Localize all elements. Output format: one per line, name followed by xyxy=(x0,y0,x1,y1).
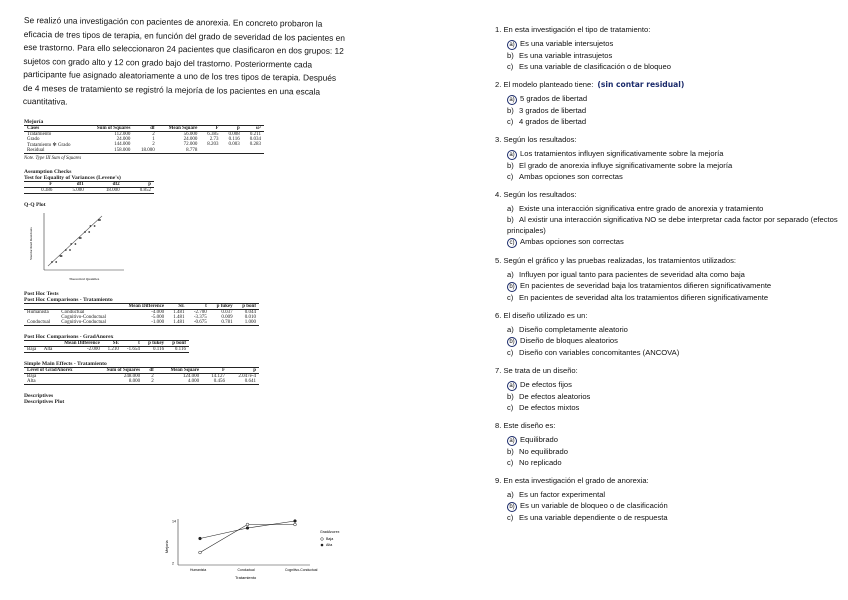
question-5 xyxy=(495,255,840,303)
option-text: Diseño con variables concomitantes (ANCOVA) xyxy=(519,348,680,357)
table-cell xyxy=(243,148,264,154)
selected-answer-marker: a) xyxy=(507,40,517,50)
desc-xtick: Conductual xyxy=(237,568,255,572)
answer-option[interactable] xyxy=(495,434,840,446)
table-header: Sum of Squares xyxy=(85,125,134,131)
table-header: ω² xyxy=(243,125,264,131)
table-cell: 24.000 xyxy=(116,136,131,142)
question-text xyxy=(495,475,840,486)
table-cell: Humanista xyxy=(27,309,49,315)
option-text: Los tratamientos influyen significativamente sobre la mejoría xyxy=(520,149,724,158)
table-cell: 24.000 xyxy=(183,136,198,142)
qq-point xyxy=(90,225,92,227)
table-cell: 0.037 xyxy=(221,309,233,315)
question-text xyxy=(495,255,840,266)
option-text: En pacientes de severidad alta los tratamientos difieren significativamente xyxy=(519,293,769,302)
option-text: Es una variable intersujetos xyxy=(520,39,614,48)
answer-option[interactable] xyxy=(495,489,840,500)
qq-plot xyxy=(24,208,144,283)
table-cell: 158.000 xyxy=(114,147,131,153)
table-header: F xyxy=(202,367,228,373)
selected-answer-marker: a) xyxy=(507,381,517,391)
table-header: df2 xyxy=(87,181,123,187)
table-row xyxy=(24,187,154,193)
desc-legend-baja: Baja xyxy=(326,537,334,541)
table-cell: -4.000 xyxy=(151,309,165,315)
answer-option[interactable] xyxy=(495,116,840,127)
table-row xyxy=(24,320,259,326)
posthoc2-table xyxy=(24,340,189,353)
qq-point xyxy=(61,255,63,257)
intro-line: eficacia de tres tipos de terapia, en función del grado de severidad de los pacientes en xyxy=(23,28,346,43)
answer-option[interactable] xyxy=(495,160,840,171)
option-letter: c) xyxy=(507,513,514,522)
option-text: Existe una interacción significativa entre grado de anorexia y tratamiento xyxy=(519,204,764,213)
table-cell: 2 xyxy=(151,373,154,379)
table-header: SE xyxy=(103,340,122,346)
table-header: Sum of Squares xyxy=(91,367,143,373)
table-cell xyxy=(200,148,221,154)
selected-answer-marker: c) xyxy=(507,238,517,248)
table-header: p xyxy=(123,181,154,187)
table-cell: 0.283 xyxy=(249,142,261,147)
table-cell: 0.116 xyxy=(228,136,240,142)
question-label: 5. Según el gráfico y las pruebas realizadas, los tratamientos utilizados: xyxy=(495,256,737,265)
option-text: Es un variable de bloqueo o de clasificación xyxy=(520,501,668,510)
desc-xtick: Cognitivo-Conductual xyxy=(285,568,318,572)
option-text: Equilibrado xyxy=(520,435,558,444)
left-column xyxy=(24,14,364,405)
qq-point xyxy=(94,225,96,227)
table-cell: 2.73 xyxy=(209,136,219,142)
table-cell: 0.034 xyxy=(249,136,261,142)
table-cell: 0.641 xyxy=(244,378,256,384)
table-cell: 18.000 xyxy=(140,147,155,153)
option-text: Diseño de bloques aleatorios xyxy=(520,336,618,345)
table-header: F xyxy=(200,125,221,131)
question-9 xyxy=(495,475,840,523)
table-header: Mean Square xyxy=(158,125,201,131)
question-text xyxy=(495,79,840,90)
table-cell: 18.000 xyxy=(105,187,120,193)
selected-answer-marker: b) xyxy=(507,337,517,347)
option-text: En pacientes de severidad baja los tratamientos difieren significativamente xyxy=(520,281,772,290)
option-text: De efectos mixtos xyxy=(519,403,580,412)
option-text: Influyen por igual tanto para pacientes de severidad alta como baja xyxy=(519,270,745,279)
answer-option[interactable] xyxy=(495,457,840,468)
table-cell: -0.675 xyxy=(193,319,207,325)
option-text: 3 grados de libertad xyxy=(519,106,587,115)
table-cell: Conductual xyxy=(61,309,85,315)
desc-legend-alta: Alta xyxy=(326,543,333,547)
handwritten-note: (sin contar residual) xyxy=(597,80,685,89)
option-letter: b) xyxy=(507,161,514,170)
answer-option[interactable] xyxy=(495,379,840,391)
table-cell: 0.386 xyxy=(41,187,53,193)
desc-xtick: Humanista xyxy=(190,568,207,572)
question-text xyxy=(495,365,840,376)
table-cell: 1.210 xyxy=(107,346,119,352)
question-text xyxy=(495,24,840,35)
table-cell: 112.000 xyxy=(114,131,131,137)
table-cell: -1.000 xyxy=(151,319,165,325)
table-header: p tukey xyxy=(210,303,236,309)
desc-point-alta xyxy=(294,520,297,523)
anova-note: Note. Type III Sum of Squares xyxy=(24,155,82,161)
intro-text xyxy=(23,14,364,113)
qq-point xyxy=(55,261,57,263)
question-label: 4. Según los resultados: xyxy=(495,190,577,199)
table-header: Mean Difference xyxy=(57,340,103,346)
option-letter: c) xyxy=(507,172,514,181)
table-cell: 0.211 xyxy=(249,131,261,137)
option-letter: a) xyxy=(507,325,514,334)
table-header: Mean Square xyxy=(157,367,202,373)
answer-option[interactable] xyxy=(495,214,840,236)
option-letter: a) xyxy=(507,270,514,279)
table-cell: 56.000 xyxy=(183,131,198,137)
table-cell: 0.116 xyxy=(174,346,186,352)
table-cell: 144.000 xyxy=(114,142,131,147)
desc-ytick: 14 xyxy=(172,519,176,524)
descriptives-chart xyxy=(160,515,360,585)
table-row xyxy=(24,148,264,154)
table-header: Level of GradAnorex xyxy=(24,367,91,373)
posthoc-table xyxy=(24,303,259,326)
answer-option[interactable] xyxy=(495,335,840,347)
table-cell: -3.375 xyxy=(193,314,207,320)
option-letter: b) xyxy=(507,392,514,401)
answer-option[interactable] xyxy=(495,500,840,512)
table-cell: 1 xyxy=(152,136,155,142)
option-letter: c) xyxy=(507,117,514,126)
answer-option[interactable] xyxy=(495,171,840,182)
qq-point xyxy=(84,231,86,233)
answer-option[interactable] xyxy=(495,38,840,50)
question-1 xyxy=(495,24,840,72)
question-label: 6. El diseño utilizado es un: xyxy=(495,311,588,320)
table-header: SE xyxy=(167,303,187,309)
qq-xlabel: Theoretical Quantiles xyxy=(69,276,100,281)
desc-point-baja xyxy=(199,551,202,554)
option-text: Es una variable dependiente o de respuesta xyxy=(519,513,668,522)
desc-legend-title: GradAnorex xyxy=(320,530,340,534)
desc-legend-baja-marker xyxy=(321,538,324,541)
qq-title: Q-Q Plot xyxy=(24,201,46,208)
option-text: Es una variable intrasujetos xyxy=(519,51,613,60)
answer-option[interactable] xyxy=(495,203,840,214)
option-letter: c) xyxy=(507,458,514,467)
option-text: 5 grados de libertad xyxy=(520,94,588,103)
option-letter: b) xyxy=(507,447,514,456)
table-cell: 1.481 xyxy=(173,309,185,315)
option-letter: c) xyxy=(507,348,514,357)
answer-option[interactable] xyxy=(495,292,840,303)
simple-table xyxy=(24,367,259,385)
option-letter: b) xyxy=(507,51,514,60)
option-text: Ambas opciones son correctas xyxy=(520,237,624,246)
table-cell: -2.000 xyxy=(86,346,100,352)
answer-option[interactable] xyxy=(495,402,840,413)
answer-option[interactable] xyxy=(495,347,840,358)
table-cell: 1.000 xyxy=(244,319,256,325)
qq-ylabel: Standardized Residuals xyxy=(29,226,33,260)
table-cell: 0.456 xyxy=(213,378,225,384)
table-cell: -1.654 xyxy=(126,346,140,352)
table-cell: 1.481 xyxy=(173,314,185,320)
qq-point xyxy=(75,243,77,245)
anova-title: Mejoría xyxy=(24,118,44,125)
table-header: p tukey xyxy=(143,340,167,346)
selected-answer-marker: a) xyxy=(507,436,517,446)
option-letter: c) xyxy=(507,293,514,302)
table-cell: 0.852 xyxy=(139,187,151,193)
question-6 xyxy=(495,310,840,358)
table-cell: 72.000 xyxy=(183,142,198,147)
option-letter: b) xyxy=(507,215,514,224)
intro-line: cuantitativa. xyxy=(22,95,68,107)
desc-legend-alta-marker xyxy=(321,544,324,547)
table-cell: 2 xyxy=(152,142,155,147)
option-text: Es un factor experimental xyxy=(519,490,606,499)
table-header: F xyxy=(24,181,55,187)
table-header: Mean Difference xyxy=(118,303,167,309)
table-cell: 8.000 xyxy=(128,378,141,384)
table-cell: Alta xyxy=(27,378,36,384)
simple-title: Simple Main Effects - Tratamiento xyxy=(24,360,107,367)
option-text: De efectos fijos xyxy=(520,380,572,389)
answer-option[interactable] xyxy=(495,61,840,72)
intro-line: sujetos con grado alto y 12 con grado bajo del trastorno. Posteriormente cada xyxy=(23,55,313,70)
table-cell: 0.044 xyxy=(244,309,256,315)
question-label: 9. En esta investigación el grado de anorexia: xyxy=(495,476,649,485)
desc-point-alta xyxy=(199,537,202,540)
table-row xyxy=(24,379,259,385)
table-header: t xyxy=(187,303,209,309)
option-letter: a) xyxy=(507,490,514,499)
table-cell: 8.203 xyxy=(207,142,219,147)
table-cell xyxy=(222,148,243,154)
question-3 xyxy=(495,134,840,182)
table-cell: 0.010 xyxy=(244,314,256,320)
answer-option[interactable] xyxy=(495,280,840,292)
option-text: Al existir una interacción significativa NO se debe interpretar cada factor por separado (efectos principales) xyxy=(507,215,838,235)
anova-section xyxy=(24,119,364,405)
table-cell: Residual xyxy=(27,147,45,153)
answer-option[interactable] xyxy=(495,446,840,457)
option-text: De efectos aleatorios xyxy=(519,392,591,401)
descriptives-plot-title: Descriptives Plot xyxy=(24,398,65,405)
table-cell: 8.778 xyxy=(186,147,198,153)
option-letter: c) xyxy=(507,403,514,412)
question-2 xyxy=(495,79,840,127)
qq-point xyxy=(69,249,71,251)
question-7 xyxy=(495,365,840,413)
table-cell: 248.000 xyxy=(123,373,141,379)
table-cell: 0.008 xyxy=(228,131,240,137)
table-cell: 0.009 xyxy=(221,314,233,320)
answer-option[interactable] xyxy=(495,148,840,160)
option-text: 4 grados de libertad xyxy=(519,117,587,126)
intro-line: de 4 meses de tratamiento se registró la mejoría de los pacientes en una escala xyxy=(23,82,321,97)
answer-option[interactable] xyxy=(495,391,840,402)
answer-option[interactable] xyxy=(495,324,840,335)
desc-point-baja xyxy=(294,523,297,526)
table-cell: 0.003 xyxy=(228,142,240,147)
table-header: p xyxy=(228,367,259,373)
table-cell: 6.385 xyxy=(207,131,219,137)
table-header: df xyxy=(133,125,157,131)
qq-point xyxy=(88,231,90,233)
answer-option[interactable] xyxy=(495,105,840,116)
question-label: 1. En esta investigación el tipo de tratamiento: xyxy=(495,25,651,34)
selected-answer-marker: b) xyxy=(507,282,517,292)
table-header: df xyxy=(143,367,157,373)
table-cell: 2 xyxy=(152,131,155,137)
table-cell: 14.127 xyxy=(211,373,225,379)
desc-point-alta xyxy=(246,527,249,530)
question-text xyxy=(495,420,840,431)
table-header: p bonf xyxy=(167,340,189,346)
answer-option[interactable] xyxy=(495,236,840,248)
levene-table xyxy=(24,181,154,194)
table-cell: Baja xyxy=(27,346,37,352)
selected-answer-marker: a) xyxy=(507,150,517,160)
table-header: p xyxy=(222,125,243,131)
question-4 xyxy=(495,189,840,248)
table-cell: 5.000 xyxy=(72,187,84,193)
option-letter: a) xyxy=(507,204,514,213)
table-cell: 0.781 xyxy=(221,319,233,325)
question-label: 2. El modelo planteado tiene: xyxy=(495,80,594,89)
option-text: Ambas opciones son correctas xyxy=(519,172,623,181)
answer-option[interactable] xyxy=(495,50,840,61)
selected-answer-marker: a) xyxy=(507,95,517,105)
question-text xyxy=(495,134,840,145)
table-header: p bonf xyxy=(236,303,259,309)
table-header: df1 xyxy=(55,181,86,187)
table-cell: 2.047e-4 xyxy=(238,373,256,379)
table-cell: Grado xyxy=(27,136,40,142)
desc-xlabel: Tratamiento xyxy=(235,575,257,580)
qq-point xyxy=(80,237,82,239)
question-text xyxy=(495,310,840,321)
desc-ylabel: Mejoría xyxy=(165,540,169,553)
option-letter: b) xyxy=(507,106,514,115)
intro-line: participante fue asignado aleatoriamente a uno de los tres tipos de terapia. Después xyxy=(23,68,337,83)
table-cell: Tratamiento xyxy=(27,131,52,137)
table-header: Cases xyxy=(24,125,85,131)
anova-table xyxy=(24,125,264,154)
table-cell: 124.000 xyxy=(182,373,200,379)
desc-ytick: 2 xyxy=(172,561,174,566)
question-label: 3. Según los resultados: xyxy=(495,135,577,144)
posthoc-title: Post Hoc Tests xyxy=(24,290,59,297)
posthoc2-title: Post Hoc Comparisons - GradAnorex xyxy=(24,333,114,340)
option-text: Es una variable de clasificación o de bloqueo xyxy=(519,62,671,71)
table-cell: Tratamiento ✻ Grado xyxy=(27,142,71,148)
intro-line: ese trastorno. Para ello seleccionaron 24 pacientes que clasificaron en dos grupos: 12 xyxy=(23,41,344,56)
answer-option[interactable] xyxy=(495,93,840,105)
answer-option[interactable] xyxy=(495,512,840,523)
qq-point xyxy=(99,219,101,221)
table-cell: -2.700 xyxy=(193,309,207,315)
option-text: No equilibrado xyxy=(519,447,568,456)
table-cell: 4.000 xyxy=(187,378,200,384)
table-row xyxy=(24,346,189,352)
question-text xyxy=(495,189,840,200)
table-cell: 1.481 xyxy=(173,319,185,325)
table-cell: 2 xyxy=(151,378,154,384)
table-cell: Cognitivo-Conductual xyxy=(61,319,106,325)
qq-point xyxy=(51,261,53,263)
table-cell: Cognitivo-Conductual xyxy=(61,314,106,320)
option-letter: c) xyxy=(507,62,514,71)
table-cell: -5.000 xyxy=(151,314,165,320)
table-header: t xyxy=(122,340,143,346)
assumption-title: Assumption Checks xyxy=(24,168,72,175)
descriptives-title: Descriptives xyxy=(24,392,54,399)
qq-point xyxy=(70,243,72,245)
question-label: 7. Se trata de un diseño: xyxy=(495,366,578,375)
qq-point xyxy=(65,249,67,251)
table-cell: Conductual xyxy=(27,319,51,325)
levene-title: Test for Equality of Variances (Levene's) xyxy=(24,174,121,181)
selected-answer-marker: b) xyxy=(507,502,517,512)
right-column xyxy=(495,24,840,530)
option-text: No replicado xyxy=(519,458,562,467)
table-cell: 0.116 xyxy=(153,346,165,352)
answer-option[interactable] xyxy=(495,269,840,280)
option-text: Diseño completamente aleatorio xyxy=(519,325,628,334)
intro-line: Se realizó una investigación con pacientes de anorexia. En concreto probaron la xyxy=(23,14,323,29)
desc-point-baja xyxy=(246,523,249,526)
option-text: El grado de anorexia influye significativamente sobre la mejoría xyxy=(519,161,733,170)
table-cell: Baja xyxy=(27,373,37,379)
table-cell: Alta xyxy=(43,346,53,352)
question-label: 8. Este diseño es: xyxy=(495,421,556,430)
question-8 xyxy=(495,420,840,468)
posthoc-subtitle: Post Hoc Comparisons - Tratamiento xyxy=(24,296,113,303)
